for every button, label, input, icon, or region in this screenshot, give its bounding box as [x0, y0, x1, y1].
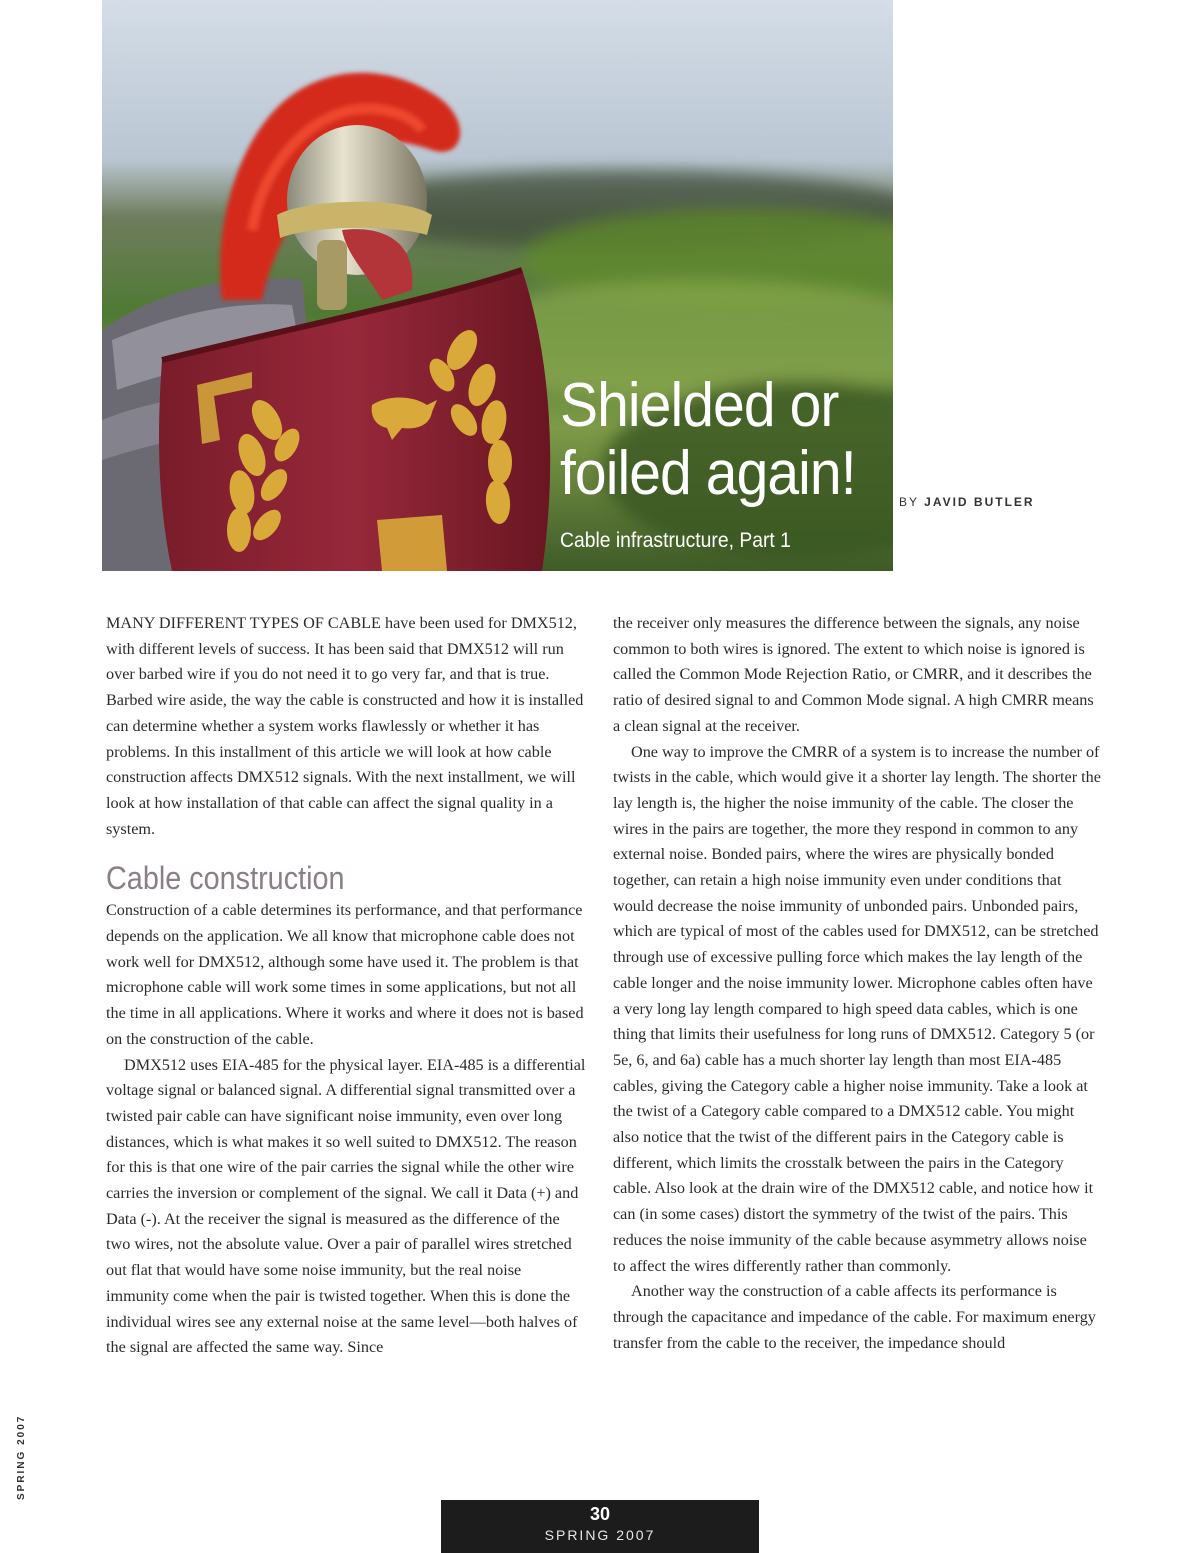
paragraph: Another way the construction of a cable affects its performance is through the capacitance and impedance of the cable. For maximum energy transfer from the cable to the receiver, the impedance should: [613, 1282, 1096, 1352]
paragraph: DMX512 uses EIA-485 for the physical layer. EIA-485 is a differential voltage signal or balanced signal. A differential signal transmitted over a twisted pair cable can have significant noise immunity, even over long distances, which is what makes it so well suited to DMX512. The reason for this is that one wire of the pair carries the signal while the other wire carries the inversion or complement of the signal. We call it Data (+) and Data (-). At the receiver the signal is measured as the difference of the two wires, not the absolute value. Over a pair of parallel wires stretched out flat that would have some noise immunity, but the real noise immunity come when the pair is twisted together. When this is done the individual wires see any external noise at the same level—both halves of the signal are affected the same way. Since: [106, 1055, 586, 1357]
byline-author: JAVID BUTLER: [924, 495, 1035, 509]
section-heading: Cable construction: [106, 860, 345, 897]
paragraph: MANY DIFFERENT TYPES OF CABLE have been used for DMX512, with different levels of success. It has been said that DMX512 will run over barbed wire if you do not need it to go very far, and that is true. Barbed wire aside, the way the cable is constructed and how it is installed can determine whether a system works flawlessly or whether it has problems. In this installment of this article we will look at how cable construction affects DMX512 signals. With the next installment, we will look at how installation of that cable can affect the signal quality in a system.: [106, 614, 584, 838]
byline: [899, 495, 1035, 509]
title-line-2: foiled again!: [560, 439, 856, 508]
article-subtitle: Cable infrastructure, Part 1: [560, 529, 791, 552]
page-number: 30: [589, 1504, 611, 1524]
byline-prefix: BY: [899, 495, 919, 509]
article-title: [560, 372, 856, 508]
article-column-right: [613, 611, 1103, 1356]
page-footer: [441, 1500, 759, 1553]
paragraph: One way to improve the CMRR of a system is to increase the number of twists in the cable, which would give it a shorter lay length. The shorter the lay length is, the higher the noise immunity of the cable. The closer the wires in the pairs are together, the more they respond in common to any external noise. Bonded pairs, where the wires are physically bonded together, can retain a high noise immunity even under conditions that would decrease the noise immunity of unbonded pairs. Unbonded pairs, which are typical of most of the cables used for DMX512, can be stretched through use of excessive pulling force which makes the lay length of the cable longer and the noise immunity lower. Microphone cables often have a very long lay length compared to high speed data cables, which is one thing that limits their usefulness for long runs of DMX512. Category 5 (or 5e, 6, and 6a) cable has a much shorter lay length than most EIA-485 cables, giving the Category cable a higher noise immunity. Take a look at the twist of a Category cable compared to a DMX512 cable. You might also notice that the twist of the different pairs in the Category cable is different, which limits the crosstalk between the pairs in the Category cable. Also look at the drain wire of the DMX512 cable, and notice how it can (in some cases) distort the symmetry of the twist of the pairs. This reduces the noise immunity of the cable because asymmetry allows noise to affect the wires differently rather than commonly.: [613, 742, 1101, 1275]
side-issue-label: SPRING 2007: [16, 1414, 27, 1500]
title-line-1: Shielded or: [560, 371, 839, 440]
article-column-left: [106, 611, 586, 1361]
issue-season: SPRING 2007: [544, 1527, 656, 1543]
paragraph: the receiver only measures the difference between the signals, any noise common to both wires is ignored. The extent to which noise is ignored is called the Common Mode Rejection Ratio, or CMRR, and it describes the ratio of desired signal to and Common Mode signal. A high CMRR means a clean signal at the receiver.: [613, 614, 1094, 735]
paragraph: Construction of a cable determines its performance, and that performance depends on the application. We all know that microphone cable does not work well for DMX512, although some have used it. The problem is that microphone cable will work some times in some applications, but not all the time in all applications. Where it works and where it does not is based on the construction of the cable.: [106, 901, 584, 1048]
